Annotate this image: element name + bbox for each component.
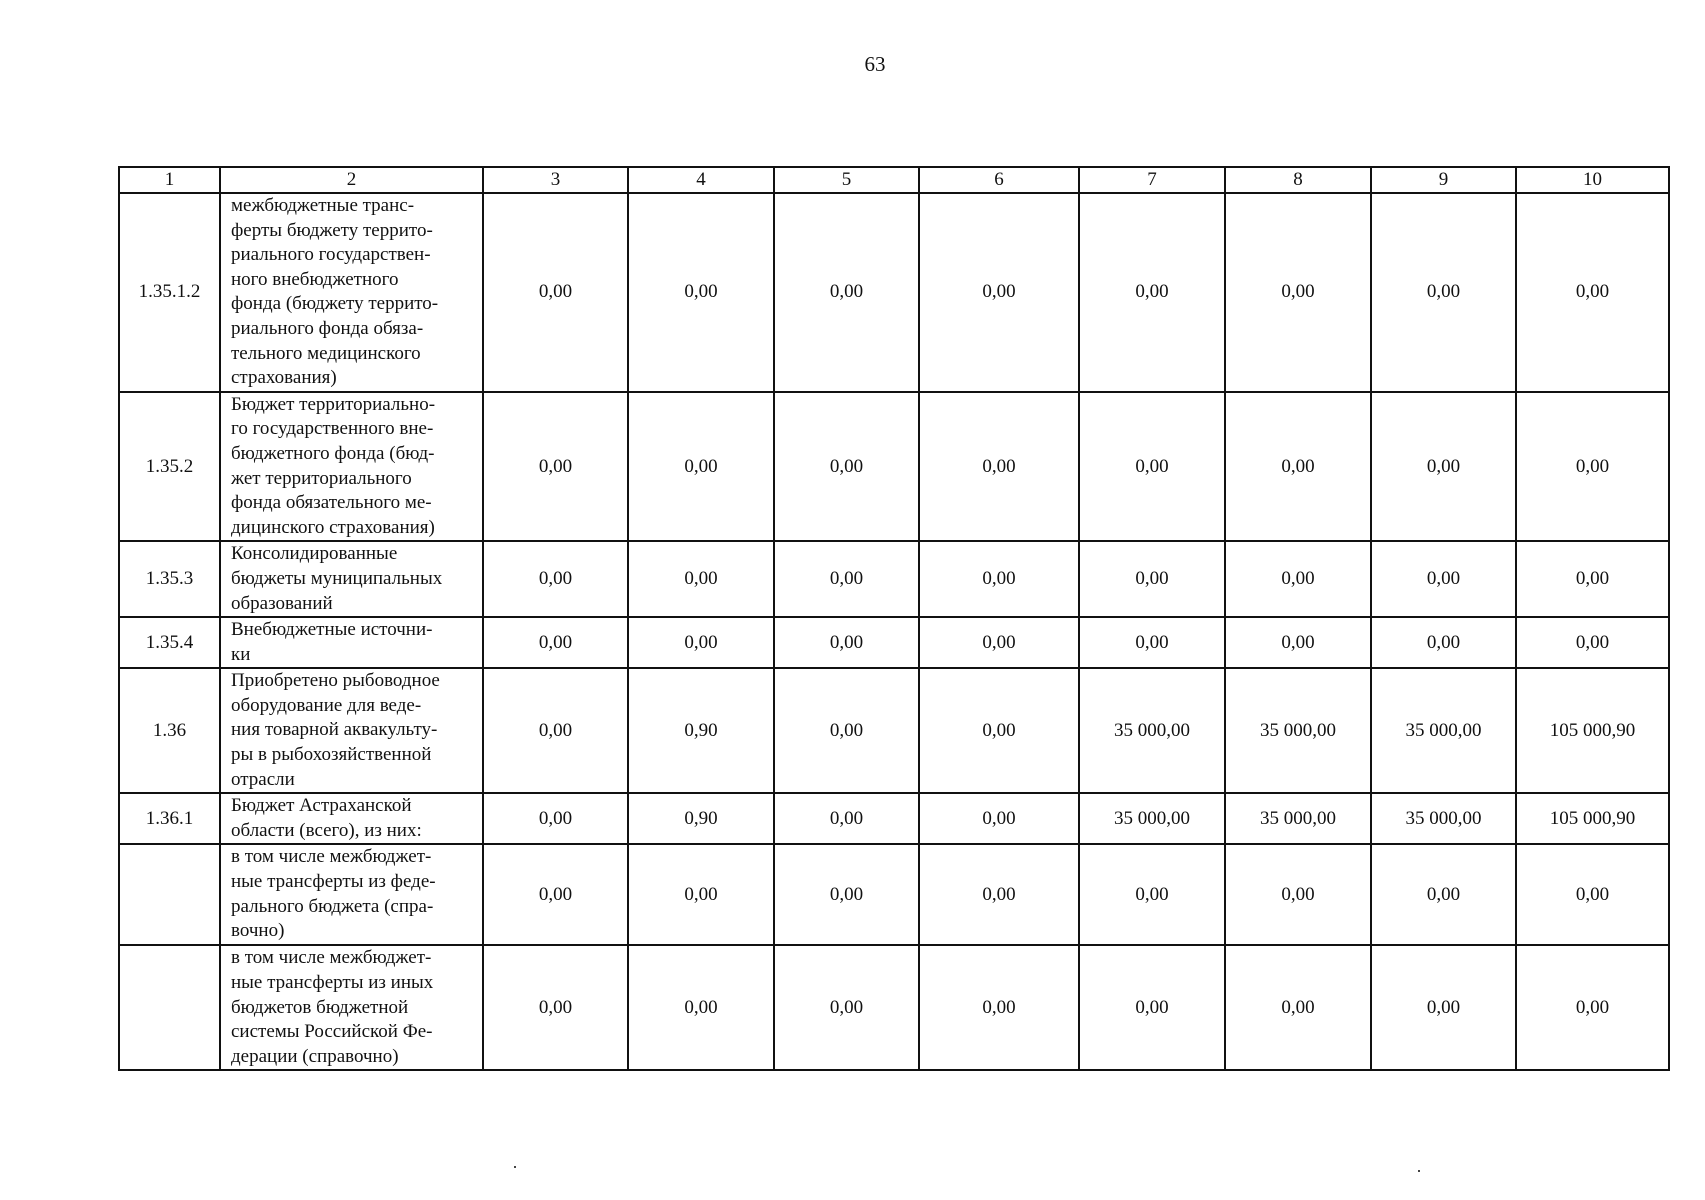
value-cell: 0,90: [628, 668, 774, 793]
value-cell: 0,00: [919, 392, 1079, 542]
column-header: 4: [628, 167, 774, 193]
column-header: 10: [1516, 167, 1669, 193]
scan-speck: [1418, 1170, 1420, 1172]
column-header: 5: [774, 167, 919, 193]
value-cell: 0,00: [919, 193, 1079, 392]
value-cell: 0,00: [1371, 193, 1516, 392]
value-cell: 0,00: [1516, 945, 1669, 1070]
value-cell: 0,00: [483, 617, 628, 668]
column-header: 2: [220, 167, 483, 193]
value-cell: 0,00: [919, 617, 1079, 668]
value-cell: 0,00: [628, 392, 774, 542]
value-cell: 0,00: [774, 193, 919, 392]
column-header: 3: [483, 167, 628, 193]
column-header: 1: [119, 167, 220, 193]
table-row: [119, 793, 1669, 844]
value-cell: 35 000,00: [1225, 668, 1371, 793]
value-cell: 0,00: [628, 541, 774, 617]
table-body: [119, 193, 1669, 1070]
value-cell: 0,00: [774, 541, 919, 617]
value-cell: 0,00: [1371, 392, 1516, 542]
value-cell: 0,00: [1225, 844, 1371, 945]
value-cell: 0,00: [483, 668, 628, 793]
value-cell: 105 000,90: [1516, 793, 1669, 844]
row-code: 1.36.1: [119, 793, 220, 844]
value-cell: 0,00: [774, 668, 919, 793]
table-row: [119, 668, 1669, 793]
value-cell: 0,00: [1516, 392, 1669, 542]
value-cell: 0,00: [919, 945, 1079, 1070]
value-cell: 0,00: [483, 945, 628, 1070]
value-cell: 0,00: [1371, 617, 1516, 668]
value-cell: 0,00: [483, 392, 628, 542]
value-cell: 35 000,00: [1079, 668, 1225, 793]
value-cell: 0,00: [1079, 193, 1225, 392]
value-cell: 0,00: [774, 793, 919, 844]
row-description: Бюджет территориально- го государственного вне- бюджетного фонда (бюд- жет территориального фонда обязательного ме- дицинского страхования): [220, 392, 483, 542]
row-code: 1.36: [119, 668, 220, 793]
value-cell: 0,00: [1079, 945, 1225, 1070]
row-code: [119, 945, 220, 1070]
row-code: 1.35.4: [119, 617, 220, 668]
value-cell: 0,00: [628, 193, 774, 392]
value-cell: 0,00: [919, 541, 1079, 617]
value-cell: 0,00: [1225, 392, 1371, 542]
value-cell: 0,00: [1371, 945, 1516, 1070]
value-cell: 0,00: [483, 793, 628, 844]
value-cell: 0,90: [628, 793, 774, 844]
value-cell: 0,00: [1516, 844, 1669, 945]
budget-table: [118, 166, 1670, 1071]
table-row: [119, 945, 1669, 1070]
table-row: [119, 844, 1669, 945]
value-cell: 0,00: [1516, 617, 1669, 668]
row-description: Приобретено рыбоводное оборудование для веде- ния товарной аквакульту- ры в рыбохозяйственной отрасли: [220, 668, 483, 793]
value-cell: 0,00: [774, 392, 919, 542]
row-description: в том числе межбюджет- ные трансферты из иных бюджетов бюджетной системы Российской Фе- дерации (справочно): [220, 945, 483, 1070]
value-cell: 0,00: [483, 541, 628, 617]
value-cell: 0,00: [1516, 541, 1669, 617]
row-description: Консолидированные бюджеты муниципальных образований: [220, 541, 483, 617]
row-description: Бюджет Астраханской области (всего), из них:: [220, 793, 483, 844]
value-cell: 35 000,00: [1079, 793, 1225, 844]
value-cell: 35 000,00: [1371, 668, 1516, 793]
value-cell: 0,00: [1079, 392, 1225, 542]
value-cell: 0,00: [1079, 844, 1225, 945]
column-header: 8: [1225, 167, 1371, 193]
column-header: 9: [1371, 167, 1516, 193]
value-cell: 0,00: [628, 945, 774, 1070]
value-cell: 0,00: [1079, 617, 1225, 668]
value-cell: 0,00: [1225, 617, 1371, 668]
column-header: 6: [919, 167, 1079, 193]
value-cell: 0,00: [1225, 193, 1371, 392]
page-number: 63: [864, 52, 886, 76]
row-code: [119, 844, 220, 945]
row-description: Внебюджетные источни- ки: [220, 617, 483, 668]
column-header: 7: [1079, 167, 1225, 193]
value-cell: 0,00: [1371, 844, 1516, 945]
value-cell: 0,00: [1516, 193, 1669, 392]
value-cell: 0,00: [774, 945, 919, 1070]
value-cell: 0,00: [483, 844, 628, 945]
row-code: 1.35.2: [119, 392, 220, 542]
table-row: [119, 392, 1669, 542]
value-cell: 0,00: [483, 193, 628, 392]
value-cell: 0,00: [1225, 541, 1371, 617]
scan-speck: [514, 1166, 516, 1168]
table-row: [119, 193, 1669, 392]
value-cell: 0,00: [1371, 541, 1516, 617]
value-cell: 0,00: [919, 844, 1079, 945]
value-cell: 0,00: [919, 668, 1079, 793]
value-cell: 35 000,00: [1225, 793, 1371, 844]
table-header-row: [119, 167, 1669, 193]
value-cell: 0,00: [628, 617, 774, 668]
table-row: [119, 617, 1669, 668]
value-cell: 35 000,00: [1371, 793, 1516, 844]
row-code: 1.35.3: [119, 541, 220, 617]
value-cell: 0,00: [774, 617, 919, 668]
value-cell: 0,00: [1079, 541, 1225, 617]
value-cell: 0,00: [1225, 945, 1371, 1070]
value-cell: 0,00: [774, 844, 919, 945]
value-cell: 105 000,90: [1516, 668, 1669, 793]
table-row: [119, 541, 1669, 617]
row-description: в том числе межбюджет- ные трансферты из феде- рального бюджета (спра- вочно): [220, 844, 483, 945]
row-description: межбюджетные транс- ферты бюджету террито- риального государствен- ного внебюджетного фонда (бюджету террито- риального фонда обяза- тельного медицинского страхования): [220, 193, 483, 392]
row-code: 1.35.1.2: [119, 193, 220, 392]
value-cell: 0,00: [628, 844, 774, 945]
value-cell: 0,00: [919, 793, 1079, 844]
